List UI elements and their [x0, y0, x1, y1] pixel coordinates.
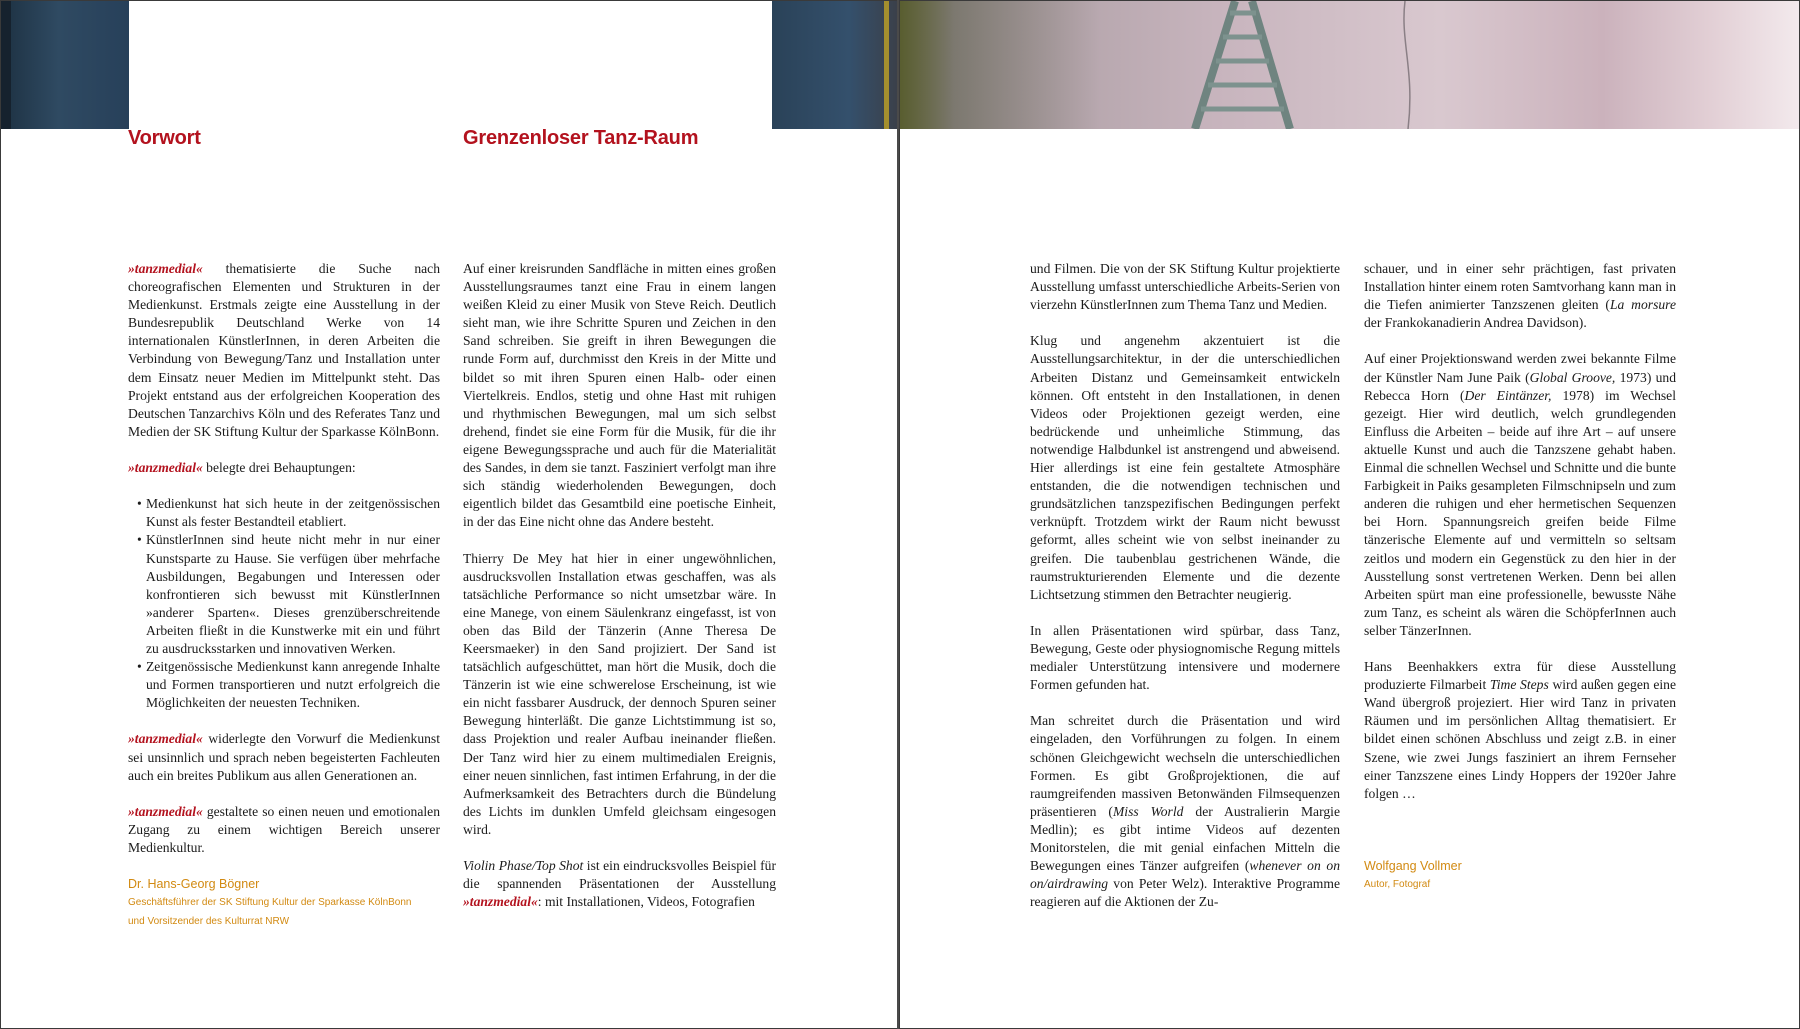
brand-name: »tanzmedial« [128, 731, 203, 747]
paragraph [1364, 350, 1676, 640]
paragraph [1364, 260, 1676, 332]
paragraph-text: der Australierin Margie Medlin); es gibt intime Videos auf dezenten Monitorstelen, die mit genial einfachen Mitteln die Bewegungen eines Tänzer aufgreifen ( [1030, 803, 1340, 874]
paragraph [1030, 712, 1340, 911]
paragraph-text: : mit Installationen, Videos, Fotografien [537, 894, 755, 910]
work-title: Miss World [1112, 803, 1184, 819]
paragraph-text: wird außen gegen eine Wand übergroß projeziert. Hier wird Tanz in privaten Räumen und im persönlichen Alltag thematisiert. Er bildet einen schönen Abschluss und zeigt z.B. in einer Szene, wie zwei Jungs fasziniert an ihrem Fernseher einer Tanzszene eines Lindy Hoppers der 1920er Jahre folgen … [1364, 677, 1676, 801]
column-vorwort [128, 260, 440, 931]
work-title: Global Groove, [1529, 369, 1616, 385]
paragraph-text: Auf einer Projektionswand werden zwei bekannte Filme der Künstler Nam June Paik ( [1364, 351, 1676, 385]
paragraph: Thierry De Mey hat hier in einer ungewöhnlichen, ausdrucksvollen Installation etwas geschaffen, was als tatsächliche Performance so nicht umsetzbar wäre. In eine Manege, von einem Säulenkranz eingefasst, ist von oben das Bild der Tänzerin (Anne Theresa De Keersmaeker) in den Sand projiziert. Der Sand ist tatsächlich aufgeschüttet, man hört die Musik, doch die Tänzerin ist wie eine schwerelose Erscheinung, ist wie ein nicht fassbarer Ausdruck, der dennoch Spuren seiner Bewegung hinterläßt. Die ganze Lichtstimmung ist so, dass Projektion und realer Aufbau ineinander fließen. Der Tanz wird hier zu einem multimedialen Ereignis, einer neuen sinnlichen, fast intimen Erfahrung, in der die Aufmerksamkeit des Betrachters durch die Bündelung des Lichts im dunklen Umfeld gleichsam eingesogen wird. [463, 550, 776, 837]
left-page [0, 0, 899, 1029]
paragraph-text: ist ein eindrucksvolles Beispiel für die spannenden Präsentationen der Ausstellung [463, 858, 776, 892]
paragraph-text: schauer, und in einer sehr prächtigen, fast privaten Installation hinter einem roten Samtvorhang kann man in die Tiefen animierter Tanzszenen gleiten ( [1364, 261, 1676, 313]
paragraph [463, 857, 776, 911]
paragraph: Auf einer kreisrunden Sandfläche in mitten eines großen Ausstellungsraumes tanzt eine Frau in einem langen weißen Kleid zu einer Musik von Steve Reich. Deutlich sieht man, wie ihre Schritte Spuren und Zeichen in den Sand schreiben. Sie greift in ihren Bewegungen die runde Form auf, durchmisst den Kreis in der Mitte und bildet so mit ihren Spuren einen Halb- oder einen Viertelkreis. Endlos, stetig und ohne Hast mit ruhigen und rhythmischen Bewegungen, mal um sich selbst drehend, findet sie eine Form für die Musik, für die ihr eigene Bewegungssprache und auch für die Materialität des Sandes, in dem sie tanzt. Fasziniert verfolgt man ihre sich ständig wiederholenden Bewegungen, doch eigentlich bildet das Gesamtbild eine poetische Einheit, in der das Eine nicht ohne das Andere besteht. [463, 261, 776, 530]
paragraph: und Filmen. Die von der SK Stiftung Kultur projektierte Ausstellung umfasst unterschiedliche Arbeits-Serien von vierzehn KünstlerInnen zum Thema Tanz und Medien. [1030, 261, 1340, 313]
signature-boegner [128, 875, 440, 931]
paragraph: In allen Präsentationen wird spürbar, dass Tanz, Bewegung, Geste oder physiognomische Regung mittels medialer Unterstützung intensivere und modernere Formen gefunden hat. [1030, 622, 1340, 693]
work-title: Time Steps [1489, 677, 1549, 693]
paragraph-text: thematisierte die Suche nach choreografischen Elementen und Strukturen in der Medienkunst. Erstmals zeigte eine Ausstellung in der Bundesrepublik Deutschland Werke von 14 internationalen KünstlerInnen, in deren Arbeiten die Verbindung von Bewegung/Tanz und Installation unter dem Einsatz neuer Medien im Mittelpunkt steht. Das Projekt entstand aus der erfolgreichen Kooperation des Deutschen Tanzarchivs Köln und des Referates Tanz und Medien der SK Stiftung Kultur der Sparkasse KölnBonn. [128, 261, 440, 439]
list-item: • Medienkunst hat sich heute in der zeitgenössischen Kunst als fester Bestandteil etabliert. [146, 495, 440, 531]
paragraph-text: widerlegte den Vorwurf die Medienkunst sei unsinnlich und sprach neben begeisterten Fachleuten auch ein breites Publikum aus allen Generationen an. [128, 731, 440, 783]
photo-strip-left [1, 1, 129, 129]
photo-strip-right [900, 1, 1800, 129]
paragraph-text: gestaltete so einen neuen und emotionalen Zugang zu einem wichtigen Bereich unserer Medienkultur. [128, 803, 440, 855]
paragraph: Klug und angenehm akzentuiert ist die Ausstellungsarchitektur, in der die unterschiedlichen Arbeiten Distanz und Gemeinsamkeit entwickeln können. Oft entsteht in den Installationen, in denen Videos oder Projektionen gezeigt werden, eine bedrückende und unheimliche Stimmung, das notwendige Halbdunkel ist anstrengend und abweisend. Hier allerdings ist eine fein gestaltete Atmosphäre entstanden, die die notwendigen technischen und grundsätzlichen tanzspezifischen Bedingungen perfekt verknüpft. Trotzdem wirkt der Raum nicht bewusst geformt, alles scheint wie von selbst ineinander zu greifen. Die taubenblau gestrichenen Wände, die raumstrukturierenden Elemente und die dezente Lichtsetzung stimmen den Betrachter neugierig. [1030, 333, 1340, 602]
brand-name: »tanzmedial« [128, 261, 203, 276]
signature-vollmer [1364, 857, 1676, 894]
paragraph [128, 459, 440, 477]
heading-vorwort: Vorwort [128, 127, 201, 149]
brand-name: »tanzmedial« [128, 803, 203, 819]
right-page [899, 0, 1800, 1029]
signature-role: Geschäftsführer der SK Stiftung Kultur der Sparkasse KölnBonn [128, 897, 412, 909]
column-tanz-raum [463, 260, 776, 929]
claims-list [128, 495, 440, 712]
paragraph-text: 1978) im Wechsel gezeigt. Hier wird deutlich, welch grundlegenden Einfluss die Arbeiten – beide auf ihre Art – auf unsere aktuelle Kunst und auch die Tanzszene gehabt haben. Einmal die schnellen Wechsel und Schnitte und die bunte Farbigkeit in Paiks gesampleten Filmschnipseln und zum anderen die ruhigen und eher hermetischen Sequenzen bei Horn. Spannungsreich greifen beide Filme tänzerische Elemente auf und vermitteln so seltsam zeitlos und modern ein Gegenstück zu den hier in der Ausstellung sonst vertretenen Werken. Denn bei allen Arbeiten spürt man eine professionelle, bewusste Nähe zum Tanz, es scheint als wären die SchöpferInnen auch selber TänzerInnen. [1364, 387, 1676, 638]
paragraph-text: Man schreitet durch die Präsentation und wird eingeladen, den Vorführungen zu folgen. In einem schönen Gleichgewicht wechseln die unterschiedlichen Formen. Es gibt Großprojektionen, die auf raumgreifenden massiven Betonwänden Filmsequenzen präsentieren ( [1030, 713, 1340, 819]
paragraph-text: der Frankokanadierin Andrea Davidson). [1364, 315, 1587, 331]
list-item: • Zeitgenössische Medienkunst kann anregende Inhalte und Formen transportieren und nutzt erfolgreich die Möglichkeiten der neuesten Techniken. [146, 658, 440, 712]
paragraph [128, 730, 440, 784]
paragraph-text: 1973) und Rebecca Horn ( [1364, 369, 1677, 403]
signature-name: Wolfgang Vollmer [1364, 858, 1462, 873]
work-title: La morsure [1609, 297, 1676, 313]
ladder-illustration [900, 1, 1800, 129]
column-right-1 [1030, 260, 1340, 929]
brand-name: »tanzmedial« [463, 894, 538, 910]
paragraph [1364, 658, 1676, 803]
paragraph [128, 260, 440, 441]
brand-name: »tanzmedial« [128, 460, 203, 476]
paragraph-text: belegte drei Behauptungen: [202, 460, 356, 476]
list-item: • KünstlerInnen sind heute nicht mehr in nur einer Kunstsparte zu Hause. Sie verfügen über mehrfache Ausbildungen, Begabungen und Interessen oder konfrontieren sich bewusst mit KünstlerInnen »anderer Sparten«. Dieses grenzüberschreitende Arbeiten fließt in die Kunstwerke mit ein und führt zu ausdrucksstarken und innovativen Werken. [146, 531, 440, 658]
work-title: Violin Phase/Top Shot [463, 858, 584, 874]
signature-role: Autor, Fotograf [1364, 878, 1431, 890]
photo-strip-left-center [772, 1, 899, 129]
signature-role: und Vorsitzender des Kulturrat NRW [128, 916, 290, 928]
paragraph-text: von Peter Welz). Interaktive Programme reagieren auf die Aktionen der Zu- [1030, 876, 1340, 910]
heading-tanz-raum: Grenzenloser Tanz-Raum [463, 127, 699, 149]
work-title: Der Eintänzer, [1464, 387, 1552, 403]
column-right-2 [1364, 260, 1676, 894]
paragraph [128, 803, 440, 857]
paragraph-text: Hans Beenhakkers extra für diese Ausstellung produzierte Filmarbeit [1364, 659, 1676, 693]
signature-name: Dr. Hans-Georg Bögner [128, 877, 260, 892]
work-title: whenever on on on/airdrawing [1030, 858, 1340, 892]
